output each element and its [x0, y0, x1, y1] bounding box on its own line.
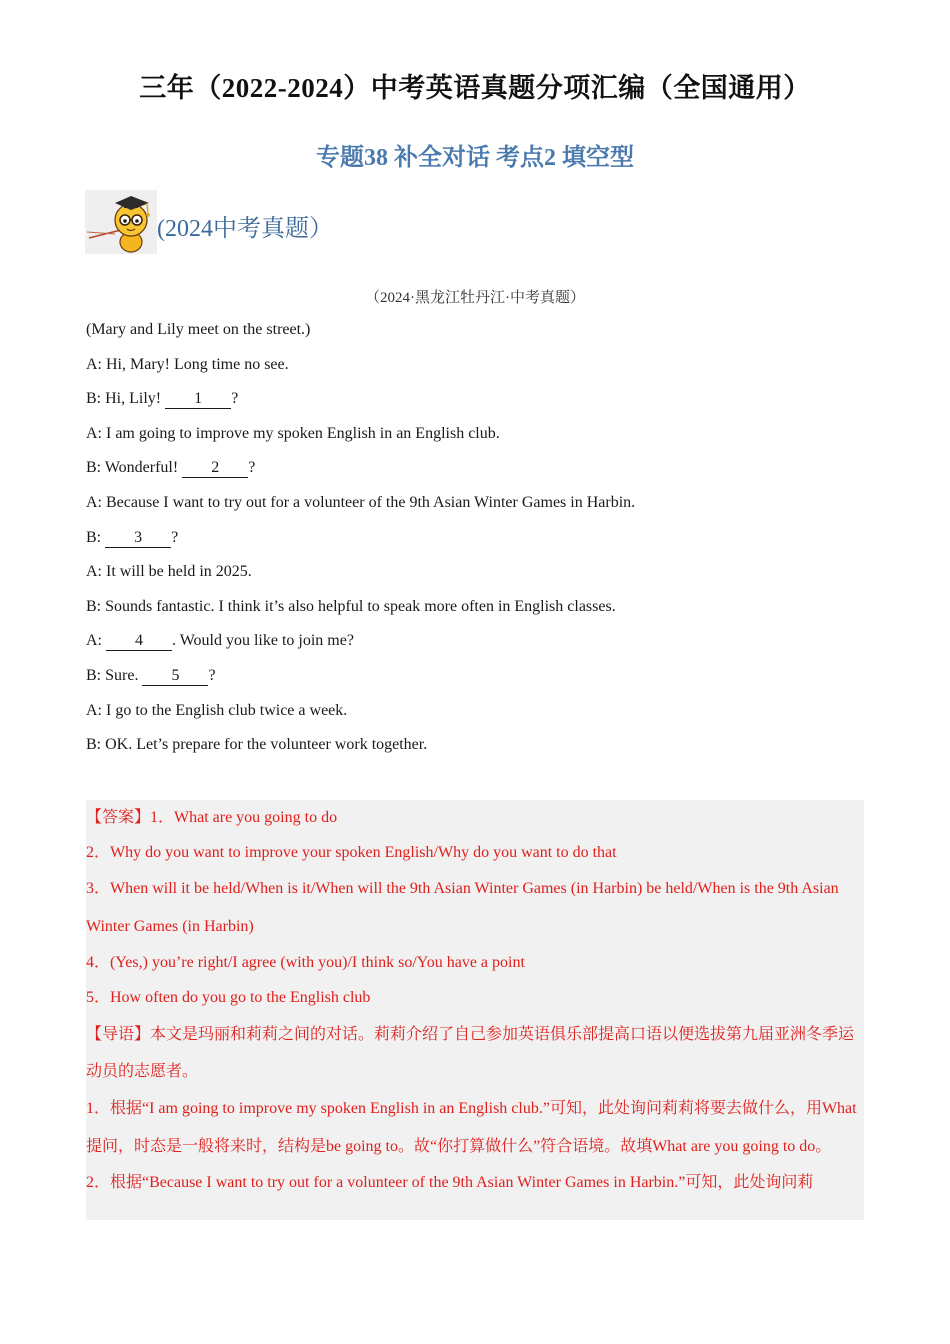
line-text: B: Sounds fantastic. I think it’s also helpful to speak more often in English classes.: [86, 597, 616, 615]
line-text: B: Sure.: [86, 666, 143, 684]
dialogue-line: [86, 353, 866, 388]
answer-2: 2．Why do you want to improve your spoken English/Why do you want to do that: [86, 844, 617, 862]
answer-blank: 2: [182, 459, 248, 478]
answer-5: 5．How often do you go to the English club: [86, 989, 371, 1007]
line-text: A: Hi, Mary! Long time no see.: [86, 355, 289, 373]
answer-blank: 1: [165, 390, 231, 409]
line-text: (Mary and Lily meet on the street.): [86, 321, 311, 338]
answer-blank: 3: [105, 529, 171, 548]
dialogue: [86, 318, 866, 768]
graduate-mascot-icon: [85, 190, 157, 254]
line-text: B: Hi, Lily!: [86, 390, 166, 408]
dialogue-line: [86, 526, 866, 561]
line-text: B: OK. Let’s prepare for the volunteer work together.: [86, 736, 428, 754]
section-label: (2024中考真题）: [157, 215, 333, 242]
dialogue-line: [86, 456, 866, 491]
line-text: A: Because I want to try out for a volunteer of the 9th Asian Winter Games in Harbin.: [86, 493, 636, 511]
explanation-1: 1．根据“I am going to improve my spoken English in an English club.”可知，此处询问莉莉将要去做什么，用What提问，时态是一般将来时，结构是be going to。故“你打算做什么”符合语境。故填What are you going to do。: [86, 1100, 857, 1155]
question-source: （2024·黑龙江牡丹江·中考真题）: [365, 290, 585, 306]
line-text: ?: [231, 390, 239, 408]
dialogue-line: [86, 491, 866, 526]
line-text: B: Wonderful!: [86, 459, 183, 477]
guide-paragraph: 【导语】本文是玛丽和莉莉之间的对话。莉莉介绍了自己参加英语俱乐部提高口语以便选拔第九届亚洲冬季运动员的志愿者。: [86, 1025, 855, 1081]
dialogue-line: [86, 664, 866, 699]
answer-section: [86, 800, 864, 1220]
answer-blank: 4: [106, 632, 172, 651]
section-heading: [85, 190, 333, 254]
line-text: ?: [208, 666, 216, 684]
dialogue-line: [86, 560, 866, 595]
answer-4: 4．(Yes,) you’re right/I agree (with you)/I think so/You have a point: [86, 954, 525, 972]
document-title: 三年（2022-2024）中考英语真题分项汇编（全国通用）: [139, 73, 811, 103]
dialogue-line: [86, 387, 866, 422]
explanation-2: 2．根据“Because I want to try out for a volunteer of the 9th Asian Winter Games in Harbin.”可知，此处询问莉: [86, 1174, 814, 1192]
answer-blank: 5: [142, 667, 208, 686]
line-text: . Would you like to join me?: [172, 632, 354, 650]
dialogue-line: [86, 422, 866, 457]
line-text: ?: [248, 459, 256, 477]
dialogue-line: [86, 629, 866, 664]
answer-3: 3．When will it be held/When is it/When will the 9th Asian Winter Games (in Harbin) be held/When is the 9th Asian Winter Games (in Harbin): [86, 880, 839, 935]
line-text: A: I am going to improve my spoken English in an English club.: [86, 424, 500, 442]
answer-1: 【答案】1．What are you going to do: [86, 809, 338, 826]
line-text: B:: [86, 528, 106, 546]
dialogue-line: [86, 318, 866, 353]
line-text: ?: [171, 528, 179, 546]
line-text: A:: [86, 632, 106, 650]
line-text: A: I go to the English club twice a week.: [86, 701, 348, 719]
dialogue-line: [86, 733, 866, 768]
dialogue-line: [86, 595, 866, 630]
document-subtitle: 专题38 补全对话 考点2 填空型: [316, 145, 634, 171]
line-text: A: It will be held in 2025.: [86, 563, 252, 581]
dialogue-line: [86, 699, 866, 734]
